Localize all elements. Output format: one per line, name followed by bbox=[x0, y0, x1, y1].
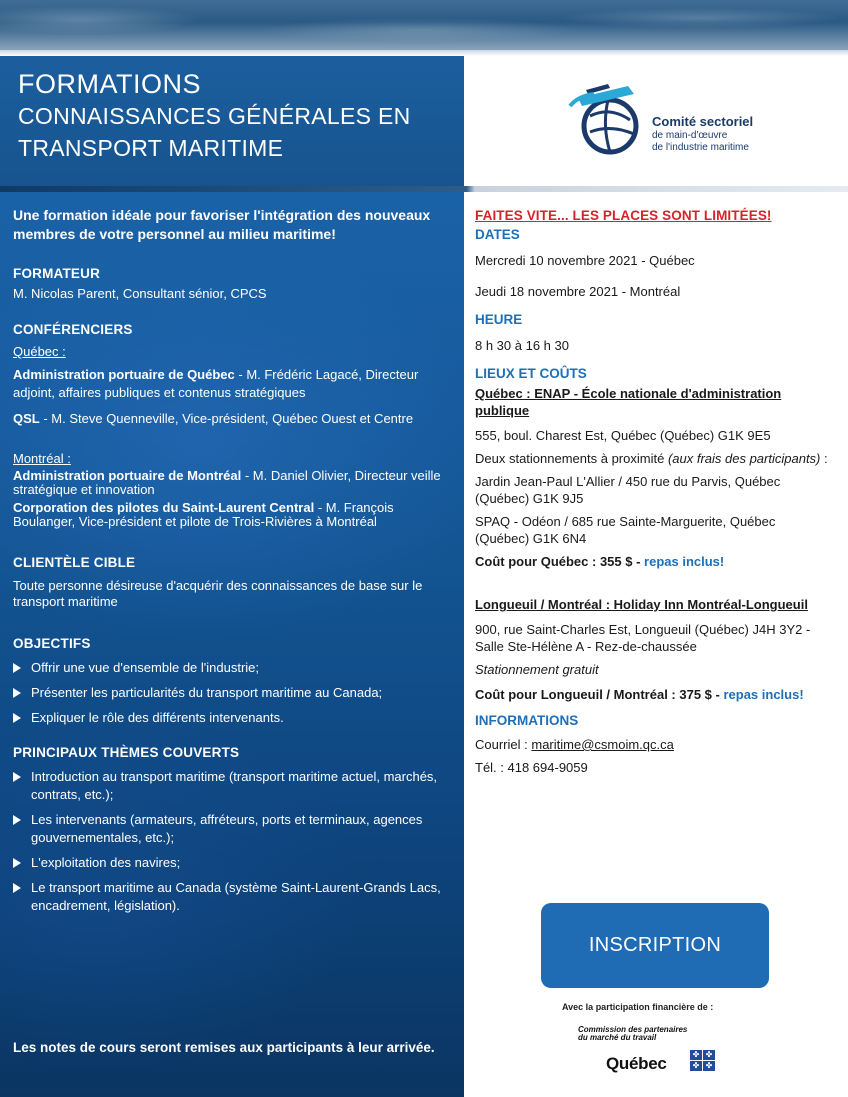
list-item-text: Expliquer le rôle des différents intervenants. bbox=[31, 710, 284, 725]
speaker-detail: - M. Frédéric Lagacé, Directeur adjoint, affaires publiques et contenus stratégiques bbox=[13, 367, 419, 400]
clientele-title: CLIENTÈLE CIBLE bbox=[13, 555, 136, 570]
parking-intro bbox=[475, 450, 828, 467]
parking-2: SPAQ - Odéon / 685 rue Sainte-Marguerite, Québec (Québec) G1K 6N4 bbox=[475, 514, 776, 546]
logo-line3: de l'industrie maritime bbox=[652, 142, 749, 153]
list-item-text: Les intervenants (armateurs, affréteurs, ports et terminaux, agences gouvernementales, etc.); bbox=[31, 812, 423, 845]
page-subtitle-line2: TRANSPORT MARITIME bbox=[18, 135, 284, 161]
clientele-section bbox=[13, 555, 446, 610]
conferenciers-section bbox=[13, 322, 446, 529]
themes-section bbox=[13, 745, 446, 915]
list-item-text: Le transport maritime au Canada (système Saint-Laurent-Grands Lacs, encadrement, législation). bbox=[31, 880, 441, 913]
logo-text bbox=[652, 114, 753, 154]
montreal-speaker-2 bbox=[13, 501, 446, 529]
speaker-org: QSL bbox=[13, 411, 40, 426]
logo-line2: de main-d'œuvre bbox=[652, 130, 728, 141]
montreal-speaker-1 bbox=[13, 469, 446, 497]
objectifs-section bbox=[13, 636, 446, 727]
objectifs-list bbox=[13, 659, 446, 727]
list-item-text: Introduction au transport maritime (transport maritime actuel, marchés, contrats, etc.); bbox=[31, 769, 438, 802]
inscription-button[interactable]: INSCRIPTION bbox=[541, 903, 769, 988]
quebec-venue: Québec : ENAP - École nationale d'administration publique bbox=[475, 386, 782, 418]
sea-banner-image bbox=[0, 0, 848, 56]
speaker-org: Administration portuaire de Québec bbox=[13, 367, 235, 382]
quebec-speaker-1 bbox=[13, 366, 446, 402]
list-item-text: Présenter les particularités du transport maritime au Canada; bbox=[31, 685, 383, 700]
date-quebec: Mercredi 10 novembre 2021 - Québec bbox=[475, 253, 695, 268]
arrow-bullet-icon bbox=[13, 815, 21, 825]
financement-text: Avec la participation financière de : bbox=[562, 1002, 714, 1012]
speaker-detail: - M. Steve Quenneville, Vice-président, Québec Ouest et Centre bbox=[39, 411, 414, 426]
email-link[interactable]: maritime@csmoim.qc.ca bbox=[531, 737, 674, 752]
formateur-title: FORMATEUR bbox=[13, 266, 101, 281]
montreal-cost bbox=[475, 684, 828, 705]
heure-title: HEURE bbox=[475, 312, 523, 327]
list-item bbox=[13, 659, 446, 677]
parking-note: (aux frais des participants) bbox=[667, 451, 821, 466]
header-title-block bbox=[0, 56, 464, 186]
quebec-address: 555, boul. Charest Est, Québec (Québec) G1K 9E5 bbox=[475, 428, 771, 443]
date-montreal: Jeudi 18 novembre 2021 - Montréal bbox=[475, 284, 681, 299]
page-subtitle-line1: CONNAISSANCES GÉNÉRALES EN bbox=[18, 103, 411, 129]
themes-list bbox=[13, 768, 446, 915]
themes-title: PRINCIPAUX THÈMES COUVERTS bbox=[13, 745, 240, 760]
info-title: INFORMATIONS bbox=[475, 713, 579, 728]
list-item bbox=[13, 684, 446, 702]
arrow-bullet-icon bbox=[13, 772, 21, 782]
list-item-text: L'exploitation des navires; bbox=[31, 855, 181, 870]
email-label: Courriel : bbox=[475, 737, 528, 752]
speaker-detail: - M. Daniel Olivier, Directeur veille stratégique et innovation bbox=[13, 468, 441, 497]
speaker-detail: - M. François Boulanger, Vice-président et pilote de Trois-Rivières à Montréal bbox=[13, 500, 394, 529]
list-item bbox=[13, 768, 446, 804]
montreal-address: 900, rue Saint-Charles Est, Longueuil (Québec) J4H 3Y2 - Salle Ste-Hélène A - Rez-de-chaussée bbox=[475, 622, 811, 654]
commission-text: Commission des partenaires du marché du travail bbox=[578, 1025, 688, 1042]
email-line bbox=[475, 736, 828, 753]
phone-line: Tél. : 418 694-9059 bbox=[475, 760, 588, 775]
quebec-cost bbox=[475, 553, 828, 570]
footer-note: Les notes de cours seront remises aux participants à leur arrivée. bbox=[13, 1040, 435, 1055]
right-column bbox=[464, 192, 848, 1097]
dates-title: DATES bbox=[475, 227, 520, 242]
formateur-text: M. Nicolas Parent, Consultant sénior, CPCS bbox=[13, 286, 267, 301]
parking-colon: : bbox=[820, 451, 828, 466]
list-item-text: Offrir une vue d'ensemble de l'industrie; bbox=[31, 660, 260, 675]
montreal-cost-meal: repas inclus! bbox=[723, 687, 804, 702]
quebec-cost-text: Coût pour Québec : 355 $ - bbox=[475, 554, 641, 569]
fleur-de-lis-icon: ✤ ✤ ✤ ✤ bbox=[690, 1050, 715, 1071]
header-logo-block bbox=[464, 56, 848, 186]
arrow-bullet-icon bbox=[13, 883, 21, 893]
montreal-venue: Longueuil / Montréal : Holiday Inn Montréal-Longueuil bbox=[475, 597, 808, 612]
list-item bbox=[13, 854, 446, 872]
arrow-bullet-icon bbox=[13, 713, 21, 723]
quebec-label: Québec : bbox=[13, 344, 66, 359]
list-item bbox=[13, 811, 446, 847]
parking-1: Jardin Jean-Paul L'Allier / 450 rue du Parvis, Québec (Québec) G1K 9J5 bbox=[475, 474, 781, 506]
quebec-speaker-2 bbox=[13, 410, 446, 428]
urgent-notice: FAITES VITE... LES PLACES SONT LIMITÉES! bbox=[475, 208, 772, 223]
parking-intro-text: Deux stationnements à proximité bbox=[475, 451, 665, 466]
heure-text: 8 h 30 à 16 h 30 bbox=[475, 338, 569, 353]
speaker-org: Corporation des pilotes du Saint-Laurent Central bbox=[13, 500, 315, 515]
arrow-bullet-icon bbox=[13, 858, 21, 868]
clientele-text: Toute personne désireuse d'acquérir des connaissances de base sur le transport maritime bbox=[13, 578, 423, 609]
montreal-parking: Stationnement gratuit bbox=[475, 662, 599, 677]
quebec-cost-meal: repas inclus! bbox=[644, 554, 725, 569]
arrow-bullet-icon bbox=[13, 688, 21, 698]
page-title: FORMATIONS bbox=[18, 69, 201, 99]
ship-globe-icon bbox=[568, 76, 648, 166]
conferenciers-title: CONFÉRENCIERS bbox=[13, 322, 133, 337]
objectifs-title: OBJECTIFS bbox=[13, 636, 91, 651]
lieux-title: LIEUX ET COÛTS bbox=[475, 366, 587, 381]
montreal-label: Montréal : bbox=[13, 451, 71, 466]
logo-line1: Comité sectoriel bbox=[652, 114, 754, 129]
csmoim-logo bbox=[568, 76, 798, 166]
intro-text: Une formation idéale pour favoriser l'intégration des nouveaux membres de votre personnel au milieu maritime! bbox=[13, 207, 431, 242]
speaker-org: Administration portuaire de Montréal bbox=[13, 468, 242, 483]
formateur-section bbox=[13, 266, 446, 302]
list-item bbox=[13, 879, 446, 915]
arrow-bullet-icon bbox=[13, 663, 21, 673]
left-column bbox=[0, 192, 464, 1097]
list-item bbox=[13, 709, 446, 727]
quebec-government-logo bbox=[578, 1026, 728, 1078]
montreal-cost-text: Coût pour Longueuil / Montréal : 375 $ - bbox=[475, 687, 720, 702]
quebec-wordmark: Québec bbox=[606, 1054, 667, 1073]
